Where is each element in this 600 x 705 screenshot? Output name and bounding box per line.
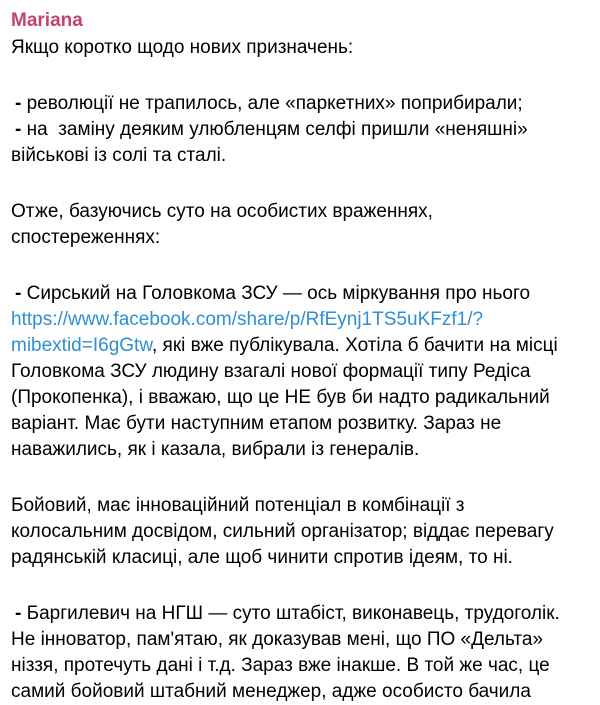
- bullet-dash: -: [15, 93, 22, 114]
- link-line: [11, 307, 590, 333]
- paragraph-gap: [11, 251, 590, 281]
- bullet-dash: -: [15, 603, 22, 624]
- sender-name[interactable]: Mariana: [11, 10, 83, 31]
- message-text: [11, 35, 590, 705]
- paragraph-line: ніззя, протечуть дані і т.д. Зараз вже інакше. В той же час, це: [11, 655, 550, 676]
- paragraph-gap: [11, 169, 590, 199]
- paragraph-line: наважились, як і казала, вибрали із генералів.: [11, 439, 420, 460]
- bullet-text: Баргилевич на НГШ — суто штабіст, виконавець, трудоголік.: [21, 603, 560, 624]
- paragraph-line: Бойовий, має інноваційний потенціал в комбінації з: [11, 495, 465, 516]
- paragraph-line: радянській класиці, але щоб чинити спротив ідеям, то ні.: [11, 547, 513, 568]
- bullet-text: на заміну деяким улюбленцям селфі пришли «неняшні»: [21, 119, 528, 140]
- after-link-text: , які вже публікувала. Хотіла б бачити на місці: [152, 335, 558, 356]
- paragraph-line: Головкома ЗСУ людину взагалі нової формації типу Редіса: [11, 361, 531, 382]
- paragraph-line: колосальним досвідом, сильний організатор; віддає перевагу: [11, 521, 554, 542]
- link-line: [11, 333, 590, 359]
- bullet-text: революції не трапилось, але «паркетних» поприбирали;: [21, 93, 523, 114]
- facebook-link-continued[interactable]: mibextid=I6gGtw: [11, 335, 152, 356]
- paragraph-gap: [11, 463, 590, 493]
- paragraph-line: варіант. Має бути наступним етапом розвитку. Зараз не: [11, 413, 502, 434]
- bullet-dash: -: [15, 119, 22, 140]
- syrskyi-bullet-line: [11, 281, 590, 307]
- barhylevych-bullet-line: [11, 601, 590, 627]
- bullet-continuation: військові із солі та сталі.: [11, 145, 227, 166]
- paragraph-gap: [11, 571, 590, 601]
- paragraph-gap: [11, 61, 590, 91]
- bullet-text: Сирський на Головкома ЗСУ — ось міркування про нього: [21, 283, 531, 304]
- paragraph-line: спостереженнях:: [11, 227, 161, 248]
- facebook-link[interactable]: https://www.facebook.com/share/p/RfEynj1TS5uKFzf1/?: [11, 309, 484, 330]
- bullet-dash: -: [15, 283, 22, 304]
- bullet-line: [11, 117, 590, 143]
- paragraph-line: Не інноватор, пам'ятаю, як доказував мені, що ПО «Дельта»: [11, 629, 544, 650]
- paragraph-line: Отже, базуючись суто на особистих враженнях,: [11, 201, 433, 222]
- paragraph-line: (Прокопенка), і вважаю, що це НЕ був би надто радикальний: [11, 387, 550, 408]
- bullet-line: [11, 91, 590, 117]
- paragraph-line: самий бойовий штабний менеджер, адже особисто бачила: [11, 681, 531, 702]
- intro-line: Якщо коротко щодо нових призначень:: [11, 37, 354, 58]
